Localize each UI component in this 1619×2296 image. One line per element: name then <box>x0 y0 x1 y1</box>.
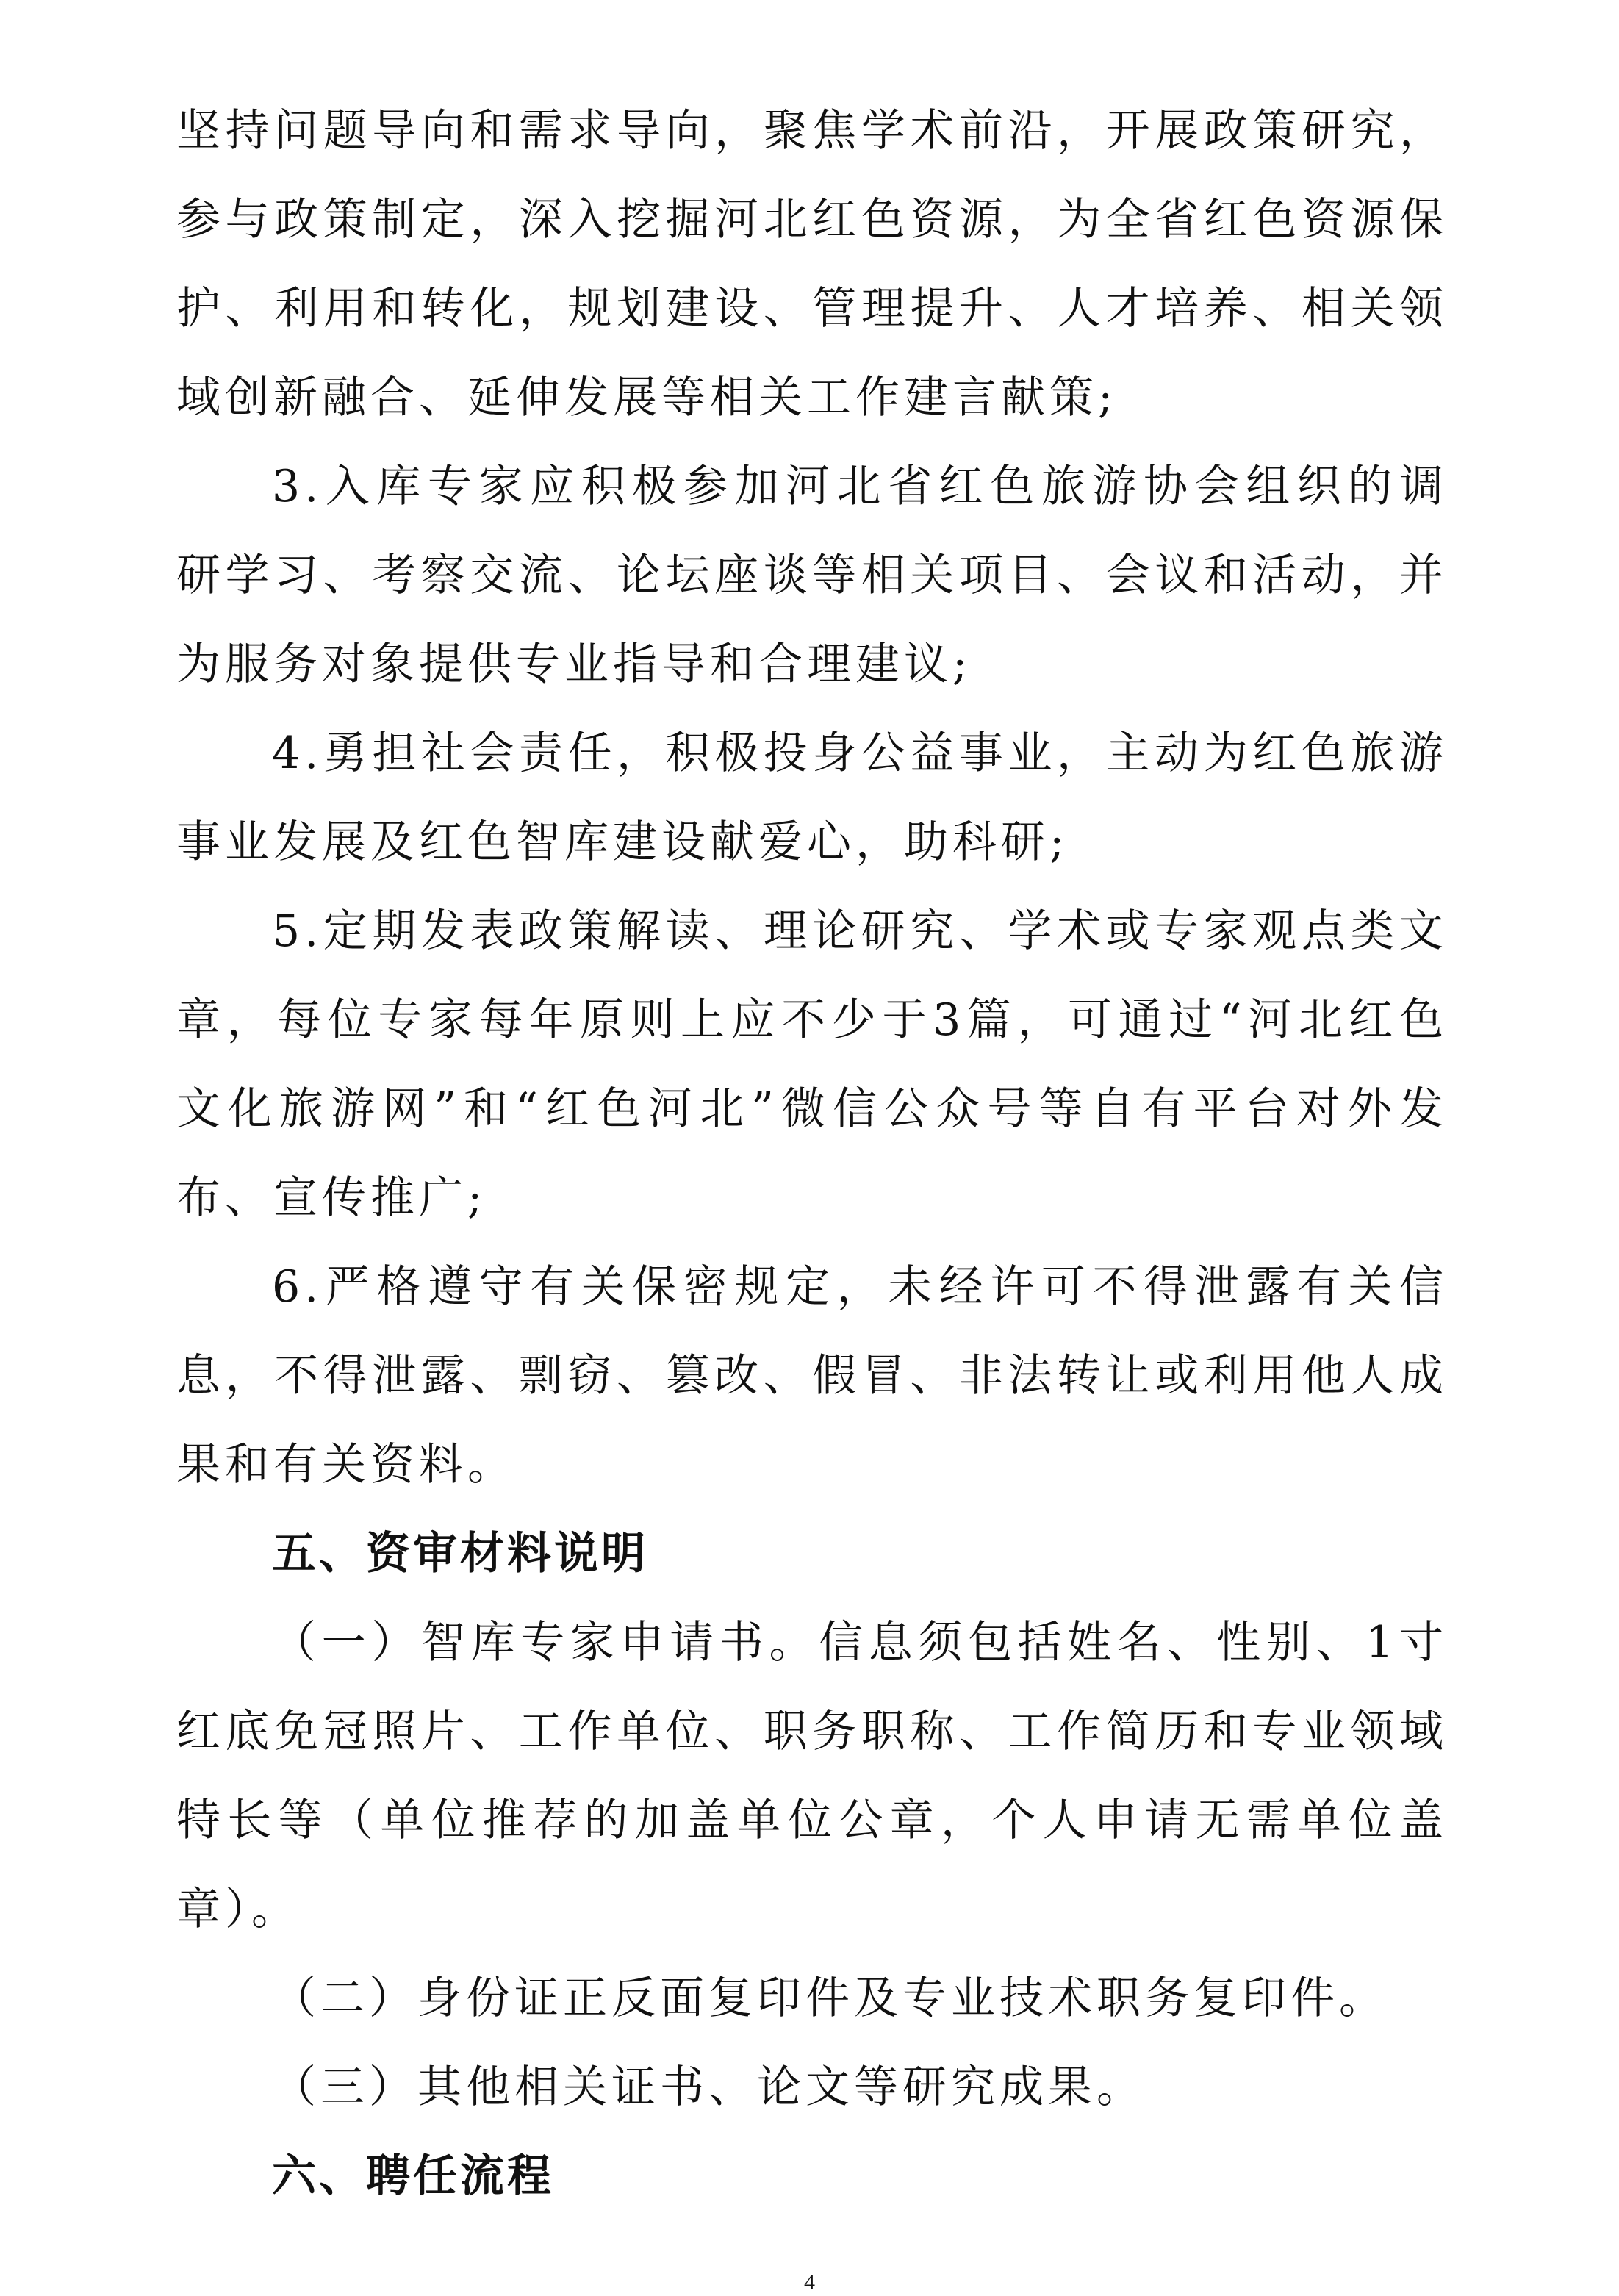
list-item-5-line: 5.定期发表政策解读、理论研究、学术或专家观点类文 <box>272 905 1448 957</box>
paragraph-line: 章）。 <box>176 1884 300 1935</box>
list-item-3-line: 3.入库专家应积极参加河北省红色旅游协会组织的调 <box>272 461 1448 512</box>
paragraph-line: 息，不得泄露、剽窃、篡改、假冒、非法转让或利用他人成 <box>176 1350 1448 1402</box>
paragraph-line: 坚持问题导向和需求导向，聚焦学术前沿，开展政策研究， <box>176 105 1448 157</box>
paragraph-line: 事业发展及红色智库建设献爱心，助科研; <box>176 817 1069 868</box>
paragraph-line: 章，每位专家每年原则上应不少于3篇，可通过“河北红色 <box>176 994 1448 1046</box>
list-item-6-line: 6.严格遵守有关保密规定，未经许可不得泄露有关信 <box>272 1261 1448 1313</box>
paragraph-line: 域创新融合、延伸发展等相关工作建言献策; <box>176 372 1118 423</box>
paragraph-line: 布、宣传推广; <box>176 1172 487 1224</box>
section-heading-appointment: 六、聘任流程 <box>272 2150 554 2202</box>
paragraph-line: 为服务对象提供专业指导和合理建议; <box>176 639 972 690</box>
paragraph-line: 红底免冠照片、工作单位、职务职称、工作简历和专业领域 <box>176 1706 1448 1757</box>
paragraph-line: 护、利用和转化，规划建设、管理提升、人才培养、相关领 <box>176 283 1448 334</box>
paragraph-line: 果和有关资料。 <box>176 1439 516 1490</box>
section-heading-materials: 五、资审材料说明 <box>272 1528 648 1579</box>
material-item-1-line: （一）智库专家申请书。信息须包括姓名、性别、1寸 <box>272 1617 1448 1668</box>
paragraph-line: 研学习、考察交流、论坛座谈等相关项目、会议和活动，并 <box>176 550 1448 601</box>
document-body <box>176 87 1448 2221</box>
paragraph-line: 参与政策制定，深入挖掘河北红色资源，为全省红色资源保 <box>176 194 1448 245</box>
material-item-3-line: （三）其他相关证书、论文等研究成果。 <box>272 2062 1145 2113</box>
paragraph-line: 特长等（单位推荐的加盖单位公章，个人申请无需单位盖 <box>176 1795 1448 1846</box>
paragraph-line: 文化旅游网”和“红色河北”微信公众号等自有平台对外发 <box>176 1083 1448 1135</box>
page-number: 4 <box>804 2270 815 2295</box>
material-item-2-line: （二）身份证正反面复印件及专业技术职务复印件。 <box>272 1973 1388 2024</box>
list-item-4-line: 4.勇担社会责任，积极投身公益事业，主动为红色旅游 <box>272 728 1448 779</box>
